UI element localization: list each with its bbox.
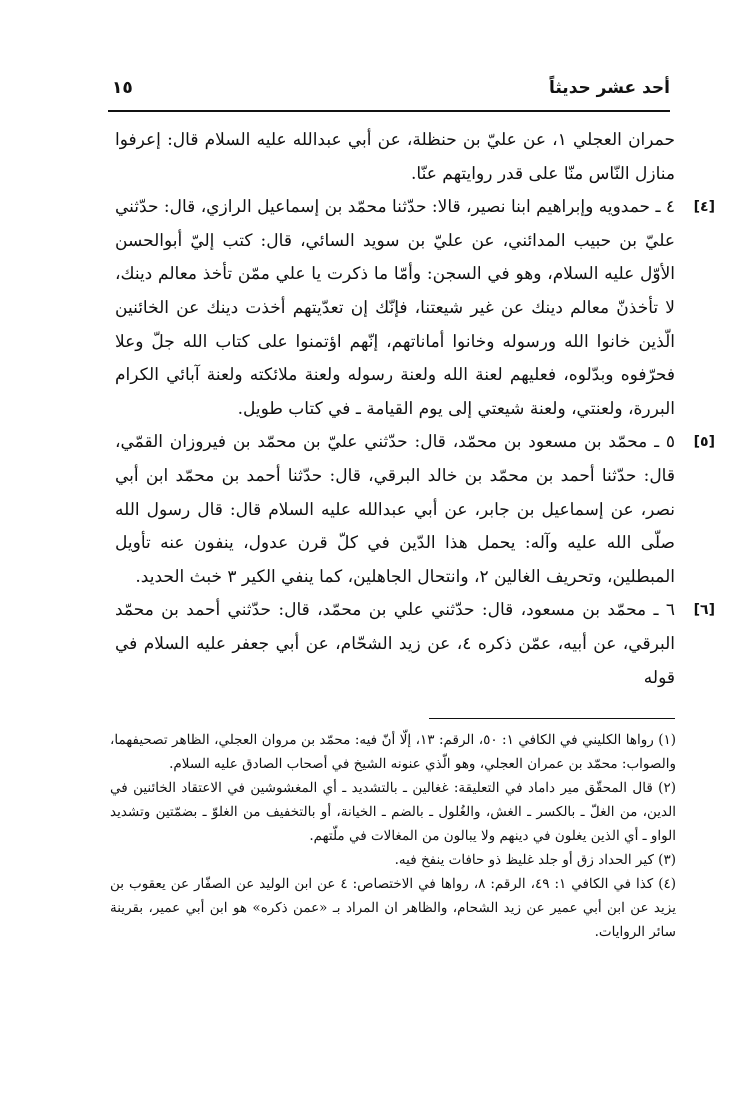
- hadith-number: [٤]: [693, 199, 715, 216]
- hadith-number: [٥]: [693, 434, 715, 451]
- hadith-paragraph: [115, 191, 715, 426]
- paragraph-continuation: [115, 124, 675, 191]
- paragraph-text: حمران العجلي ١، عن عليّ بن حنظلة، عن أبي عبدالله عليه السلام قال: إعرفوا منازل النّاس منّا على قدر روايتهم عنّا.: [115, 130, 675, 184]
- footnote: (٣) كير الحداد زق أو جلد غليظ ذو حافات ينفخ فيه.: [394, 852, 676, 868]
- footnote: (٤) كذا في الكافي ١: ٤٩، الرقم: ٨، رواها في الاختصاص: ٤ عن ابن الوليد عن الصفّار عن يعقوب بن يزيد عن ابن أبي عمير عن زيد الشحام، والظاهر ان المراد بـ «عمن ذكره» هو ابن أبي عمير، بقرينة سائر الروايات.: [110, 876, 677, 940]
- paragraph-text: ٦ ـ محمّد بن مسعود، قال: حدّثني علي بن محمّد، قال: حدّثني أحمد بن محمّد البرقي، عن أبيه، عمّن ذكره ٤، عن زيد الشحّام، عن أبي جعفر عليه السلام في قوله: [115, 600, 675, 688]
- footnote-separator: [429, 718, 675, 719]
- paragraph-text: ٤ ـ حمدويه وإبراهيم ابنا نصير، قالا: حدّثنا محمّد بن إسماعيل الرازي، قال: حدّثني عليّ بن حبيب المدائني، عن عليّ بن سويد السائي، قال: كتب إليّ أبوالحسن الأوّل عليه السلام، وهو في السجن: وأمّا ما ذكرت يا علي ممّن تأخذ معالم دينك، لا تأخذنّ معالم دينك عن غير شيعتنا، فإنّك إن تعدّيتهم أخذت دينك عن الخائنين الّذين خانوا الله ورسوله وخانوا أماناتهم، إنّهم اؤتمنوا على كتاب الله جلّ وعلا فحرّفوه وبدّلوه، فعليهم لعنة الله ولعنة رسوله ولعنة ملائكته ولعنة آبائي الكرام البررة، ولعنتي، ولعنة شيعتي إلى يوم القيامة ـ في كتاب طويل.: [115, 197, 675, 419]
- paragraph-text: ٥ ـ محمّد بن مسعود بن محمّد، قال: حدّثني عليّ بن محمّد بن فيروزان القمّي، قال: حدّثنا أحمد بن محمّد بن خالد البرقي، قال: حدّثنا أحمد بن محمّد ابن أبي نصر، عن إسماعيل بن جابر، عن أبي عبدالله عليه السلام قال: قال رسول الله صلّى الله عليه وآله: يحمل هذا الدّين في كلّ قرن عدول، ينفون عنه تأويل المبطلين، وتحريف الغالين ٢، وانتحال الجاهلين، كما ينفي الكير ٣ خبث الحديد.: [115, 432, 675, 587]
- footnote: (١) رواها الكليني في الكافي ١: ٥٠، الرقم: ١٣، إلّا أنّ فيه: محمّد بن مروان العجلي، الظاهر تصحيفهما، والصواب: محمّد بن عمران العجلي، وهو الّذي عنونه الشيخ في أصحاب الصادق عليه السلام.: [110, 732, 677, 772]
- main-text: [115, 124, 715, 695]
- running-title: أحد عشر حديثاً: [548, 78, 670, 98]
- hadith-paragraph: [115, 594, 715, 695]
- page-number: ١٥: [112, 78, 133, 98]
- hadith-number: [٦]: [693, 602, 715, 619]
- footnotes: [110, 728, 676, 944]
- hadith-paragraph: [115, 426, 715, 594]
- footnote: (٢) قال المحقّق مير داماد في التعليقة: غغالين ـ بالتشديد ـ أي المغشوشين في الاعتقاد الخائنين في الدين، من الغلّ ـ بالكسر ـ الغش، والغُلول ـ بالضم ـ الخيانة، أو بالتخفيف من الغلوّ ـ بضمّتين وتشديد الواو ـ أي الذين يغلون في دينهم ولا يبالون من المغالات في ملّتهم.: [110, 780, 676, 844]
- running-header: [108, 74, 670, 112]
